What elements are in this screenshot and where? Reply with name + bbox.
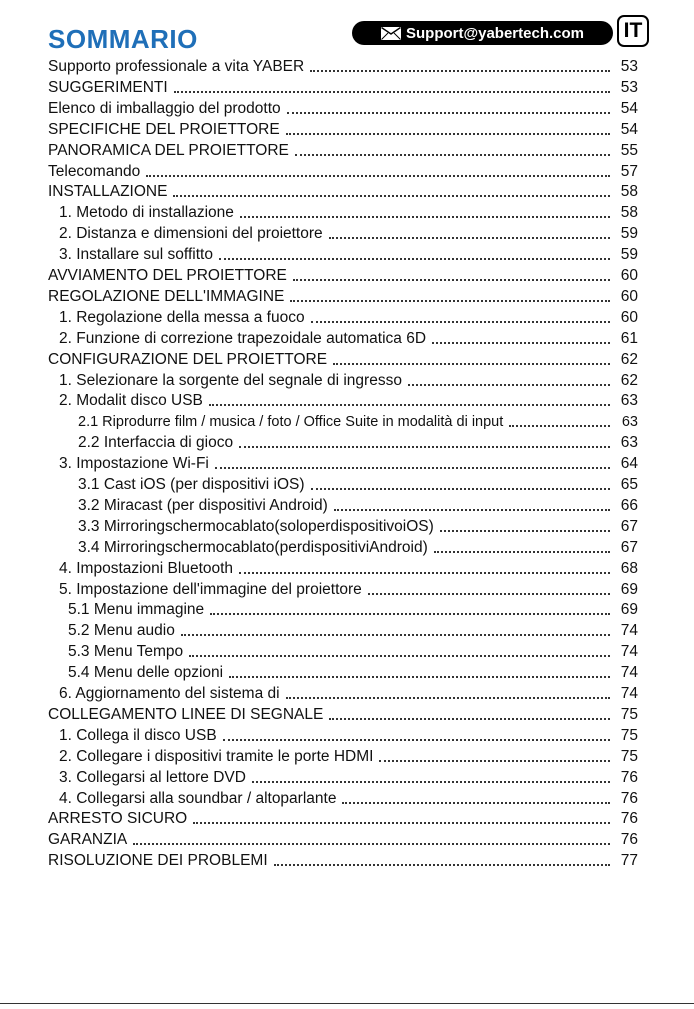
toc-entry[interactable]: [78, 514, 638, 536]
toc-entry-label: Elenco di imballaggio del prodotto: [48, 99, 281, 117]
toc-entry[interactable]: [48, 54, 638, 76]
toc-page-number: 76: [620, 768, 638, 786]
toc-entry-label: 4. Collegarsi alla soundbar / altoparlante: [59, 789, 337, 807]
toc-leader-dots: [274, 863, 610, 866]
toc-entry-label: ARRESTO SICURO: [48, 810, 188, 828]
toc-leader-dots: [368, 592, 610, 595]
toc-entry-label: 3.3 Mirroringschermocablato(soloperdispositivoiOS): [78, 517, 434, 535]
toc-page-number: 58: [620, 183, 638, 201]
toc-page-number: 63: [620, 392, 638, 410]
toc-leader-dots: [210, 612, 610, 615]
toc-entry[interactable]: [59, 242, 638, 264]
toc-entry-label: REGOLAZIONE DELL'IMMAGINE: [48, 287, 285, 305]
toc-leader-dots: [286, 132, 610, 135]
toc-entry[interactable]: [68, 660, 638, 682]
toc-leader-dots: [252, 780, 610, 783]
toc-leader-dots: [223, 738, 610, 741]
toc-entry[interactable]: [48, 138, 638, 160]
toc-leader-dots: [342, 801, 610, 804]
toc-page-number: 59: [620, 225, 638, 243]
toc-entry-label: 3. Collegarsi al lettore DVD: [59, 768, 246, 786]
toc-entry[interactable]: [59, 786, 638, 808]
toc-entry-label: INSTALLAZIONE: [48, 183, 168, 201]
toc-entry[interactable]: [59, 388, 638, 410]
toc-page-number: 64: [620, 455, 638, 473]
toc-entry-label: COLLEGAMENTO LINEE DI SEGNALE: [48, 705, 324, 723]
toc-page-number: 54: [620, 120, 638, 138]
toc-leader-dots: [310, 69, 610, 72]
toc-entry[interactable]: [78, 430, 638, 452]
toc-entry[interactable]: [78, 493, 638, 515]
toc-page-number: 57: [620, 162, 638, 180]
toc-page-number: 75: [620, 747, 638, 765]
toc-entry[interactable]: [59, 326, 638, 348]
toc-entry-label: AVVIAMENTO DEL PROIETTORE: [48, 267, 287, 284]
toc-entry-label: 5.2 Menu audio: [68, 622, 175, 640]
toc-entry-label: Supporto professionale a vita YABER: [48, 58, 305, 75]
toc-entry[interactable]: [59, 681, 638, 703]
toc-page-number: 62: [620, 350, 638, 368]
toc-page-number: 65: [620, 476, 638, 493]
toc-page-number: 67: [620, 517, 638, 535]
toc-entry-label: GARANZIA: [48, 831, 128, 849]
toc-leader-dots: [219, 257, 610, 260]
toc-entry-label: 2.1 Riprodurre film / musica / foto / Office Suite in modalità di input: [78, 414, 504, 431]
toc-page-number: 59: [620, 246, 638, 264]
toc-entry[interactable]: [59, 451, 638, 473]
toc-entry-label: CONFIGURAZIONE DEL PROIETTORE: [48, 350, 328, 368]
toc-entry[interactable]: [48, 827, 638, 849]
toc-entry-label: Telecomando: [48, 162, 141, 180]
toc-leader-dots: [434, 550, 610, 553]
toc-entry-label: RISOLUZIONE DEI PROBLEMI: [48, 852, 268, 870]
toc-entry[interactable]: [68, 639, 638, 661]
toc-leader-dots: [181, 633, 610, 636]
toc-page-number: 53: [620, 78, 638, 96]
toc-leader-dots: [379, 759, 610, 762]
toc-page-number: 68: [620, 559, 638, 577]
toc-entry[interactable]: [48, 263, 638, 285]
toc-entry[interactable]: [59, 577, 638, 599]
toc-entry[interactable]: [68, 618, 638, 640]
toc-page-number: 58: [620, 204, 638, 222]
toc-entry[interactable]: [48, 159, 638, 181]
toc-leader-dots: [146, 174, 610, 177]
toc-entry[interactable]: [48, 284, 638, 306]
toc-entry-label: 4. Impostazioni Bluetooth: [59, 559, 234, 577]
toc-page-number: 74: [620, 622, 638, 640]
toc-leader-dots: [329, 717, 610, 720]
toc-page-number: 76: [620, 810, 638, 828]
toc-leader-dots: [333, 362, 610, 365]
toc-leader-dots: [240, 215, 610, 218]
toc-entry-label: 3. Impostazione Wi-Fi: [59, 455, 209, 473]
toc-entry-label: 6. Aggiornamento del sistema di: [59, 685, 280, 702]
toc-entry[interactable]: [48, 179, 638, 201]
support-email-badge[interactable]: [352, 21, 613, 45]
toc-leader-dots: [239, 445, 610, 448]
toc-leader-dots: [239, 571, 610, 574]
toc-page-number: 54: [620, 99, 638, 117]
toc-entry[interactable]: [59, 744, 638, 766]
toc-entry-label: 3. Installare sul soffitto: [59, 246, 213, 264]
toc-page-number: 60: [620, 308, 638, 326]
toc-page-number: 75: [620, 705, 638, 723]
toc-entry-label: 2.2 Interfaccia di gioco: [78, 434, 234, 452]
toc-leader-dots: [290, 299, 610, 302]
toc-leader-dots: [209, 403, 610, 406]
toc-entry[interactable]: [48, 117, 638, 139]
toc-entry-label: 1. Selezionare la sorgente del segnale di ingresso: [59, 371, 402, 389]
toc-leader-dots: [432, 341, 610, 344]
toc-leader-dots: [189, 654, 610, 657]
toc-leader-dots: [311, 487, 610, 490]
toc-entry-label: 5.3 Menu Tempo: [68, 643, 184, 661]
toc-entry[interactable]: [48, 347, 638, 369]
toc-entry-label: 3.1 Cast iOS (per dispositivi iOS): [78, 476, 305, 493]
toc-entry[interactable]: [48, 702, 638, 724]
toc-page-number: 62: [620, 371, 638, 389]
toc-entry[interactable]: [78, 472, 638, 494]
toc-entry-label: SPECIFICHE DEL PROIETTORE: [48, 120, 280, 138]
toc-entry[interactable]: [59, 723, 638, 745]
toc-page-number: 63: [620, 434, 638, 452]
toc-entry-label: 5.1 Menu immagine: [68, 601, 205, 619]
toc-entry[interactable]: [59, 305, 638, 327]
toc-entry[interactable]: [68, 597, 638, 619]
bottom-divider: [0, 1003, 694, 1004]
toc-entry[interactable]: [48, 75, 638, 97]
toc-leader-dots: [295, 153, 610, 156]
toc-leader-dots: [334, 508, 610, 511]
toc-entry[interactable]: [78, 535, 638, 557]
toc-page-number: 69: [620, 580, 638, 598]
toc-entry[interactable]: [48, 848, 638, 870]
toc-page-number: 66: [620, 496, 638, 514]
toc-page-number: 60: [620, 287, 638, 305]
toc-leader-dots: [329, 236, 610, 239]
toc-page-number: 76: [620, 831, 638, 849]
toc-entry-label: 2. Modalit disco USB: [59, 392, 203, 410]
toc-page-number: 75: [620, 726, 638, 744]
toc-entry-label: 3.4 Mirroringschermocablato(perdispositiviAndroid): [78, 538, 428, 556]
toc-entry-label: 5. Impostazione dell'immagine del proiettore: [59, 580, 362, 598]
toc-page-number: 63: [621, 414, 638, 431]
toc-page-number: 74: [620, 643, 638, 661]
toc-leader-dots: [286, 696, 610, 699]
toc-entry[interactable]: [59, 765, 638, 787]
language-badge: IT: [617, 15, 649, 47]
toc-leader-dots: [193, 821, 610, 824]
toc-page-number: 60: [620, 267, 638, 284]
toc-page-number: 77: [620, 852, 638, 870]
toc-entry-label: 2. Distanza e dimensioni del proiettore: [59, 225, 323, 243]
toc-leader-dots: [311, 320, 610, 323]
toc-entry[interactable]: [59, 200, 638, 222]
toc-page-number: 69: [620, 601, 638, 619]
toc-page-number: 55: [620, 141, 638, 159]
toc-entry[interactable]: [59, 368, 638, 390]
toc-page-number: 61: [620, 329, 638, 347]
toc-page-number: 74: [620, 685, 638, 702]
toc-leader-dots: [293, 278, 610, 281]
toc-page-number: 67: [620, 538, 638, 556]
toc-page-number: 76: [620, 789, 638, 807]
toc-entry[interactable]: [48, 806, 638, 828]
toc-leader-dots: [229, 675, 610, 678]
toc-entry-label: 5.4 Menu delle opzioni: [68, 664, 224, 682]
toc-entry-label: 1. Collega il disco USB: [59, 726, 217, 744]
toc-leader-dots: [215, 466, 610, 469]
toc-page-number: 74: [620, 664, 638, 682]
support-email-text: Support@yabertech.com: [406, 24, 584, 42]
envelope-icon: [381, 27, 401, 40]
toc-page-number: 53: [620, 58, 638, 75]
toc-leader-dots: [440, 529, 610, 532]
toc-leader-dots: [174, 90, 610, 93]
toc-entry-label: 2. Funzione di correzione trapezoidale automatica 6D: [59, 329, 427, 347]
toc-entry[interactable]: [78, 409, 638, 431]
toc-entry-label: 3.2 Miracast (per dispositivi Android): [78, 496, 328, 514]
page-title: SOMMARIO: [48, 24, 198, 54]
toc-entry-label: 1. Metodo di installazione: [59, 204, 234, 222]
toc-leader-dots: [287, 111, 610, 114]
toc-entry[interactable]: [48, 96, 638, 118]
toc-leader-dots: [173, 194, 610, 197]
toc-entry-label: 1. Regolazione della messa a fuoco: [59, 308, 305, 326]
toc-entry-label: SUGGERIMENTI: [48, 78, 168, 96]
toc-entry[interactable]: [59, 556, 638, 578]
toc-leader-dots: [408, 383, 610, 386]
toc-entry-label: 2. Collegare i dispositivi tramite le porte HDMI: [59, 747, 374, 765]
toc-leader-dots: [509, 424, 610, 427]
toc-leader-dots: [133, 842, 610, 845]
toc-entry-label: PANORAMICA DEL PROIETTORE: [48, 141, 289, 159]
toc-entry[interactable]: [59, 221, 638, 243]
